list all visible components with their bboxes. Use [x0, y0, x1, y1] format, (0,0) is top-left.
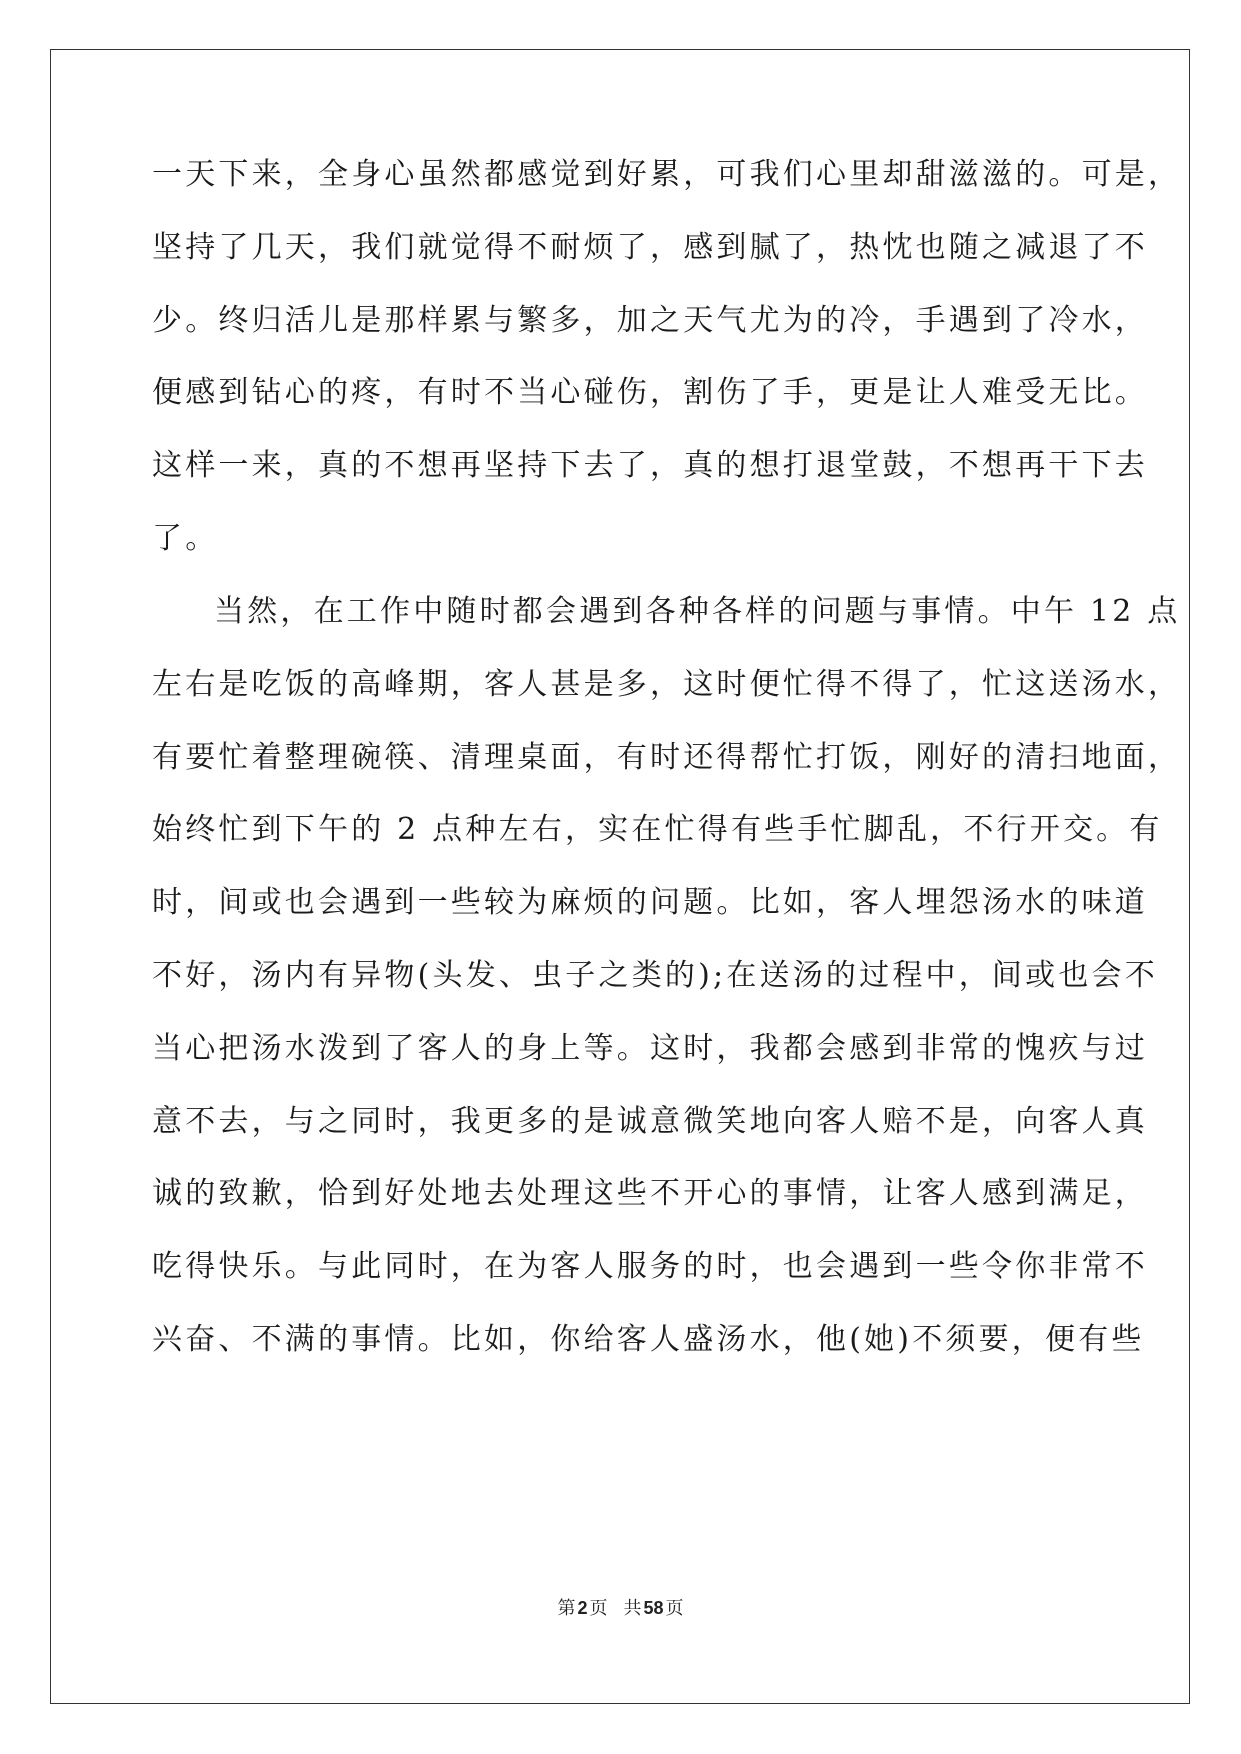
- body-line: 兴奋、不满的事情。比如，你给客人盛汤水，他(她)不须要，便有些: [152, 1322, 1145, 1357]
- body-line: 一天下来，全身心虽然都感觉到好累，可我们心里却甜滋滋的。可是，: [152, 157, 1182, 192]
- page-footer: [0, 1596, 1241, 1621]
- total-unit: 页: [665, 1598, 684, 1619]
- body-line: 这样一来，真的不想再坚持下去了，真的想打退堂鼓，不想再干下去: [152, 448, 1148, 483]
- body-line: 当心把汤水泼到了客人的身上等。这时，我都会感到非常的愧疚与过: [152, 1031, 1148, 1066]
- page-unit: 页: [589, 1598, 608, 1619]
- body-line: 坚持了几天，我们就觉得不耐烦了，感到腻了，热忱也随之减退了不: [152, 230, 1148, 265]
- total-prefix: 共: [623, 1598, 642, 1619]
- body-line: 意不去，与之同时，我更多的是诚意微笑地向客人赔不是，向客人真: [152, 1104, 1148, 1139]
- body-line: 时，间或也会遇到一些较为麻烦的问题。比如，客人埋怨汤水的味道: [152, 885, 1148, 920]
- page-border: [50, 49, 1190, 1704]
- body-line: 不好，汤内有异物(头发、虫子之类的);在送汤的过程中，间或也会不: [152, 958, 1158, 993]
- page-prefix: 第: [557, 1598, 576, 1619]
- body-line: 始终忙到下午的 2 点种左右，实在忙得有些手忙脚乱，不行开交。有: [152, 812, 1163, 847]
- page-number: 2: [577, 1598, 588, 1618]
- body-line: 少。终归活儿是那样累与繁多，加之天气尤为的冷，手遇到了冷水，: [152, 303, 1148, 338]
- body-line: 便感到钻心的疼，有时不当心碰伤，割伤了手，更是让人难受无比。: [152, 375, 1148, 410]
- total-pages: 58: [643, 1598, 664, 1618]
- body-line: 左右是吃饭的高峰期，客人甚是多，这时便忙得不得了，忙这送汤水，: [152, 667, 1182, 702]
- body-line: 诚的致歉，恰到好处地去处理这些不开心的事情，让客人感到满足，: [152, 1176, 1148, 1211]
- paragraph-first-line: 当然，在工作中随时都会遇到各种各样的问题与事情。中午 12 点: [214, 594, 1181, 629]
- body-line: 吃得快乐。与此同时，在为客人服务的时，也会遇到一些令你非常不: [152, 1249, 1148, 1284]
- body-line: 了。: [152, 521, 219, 556]
- body-line: 有要忙着整理碗筷、清理桌面，有时还得帮忙打饭，刚好的清扫地面，: [152, 740, 1182, 775]
